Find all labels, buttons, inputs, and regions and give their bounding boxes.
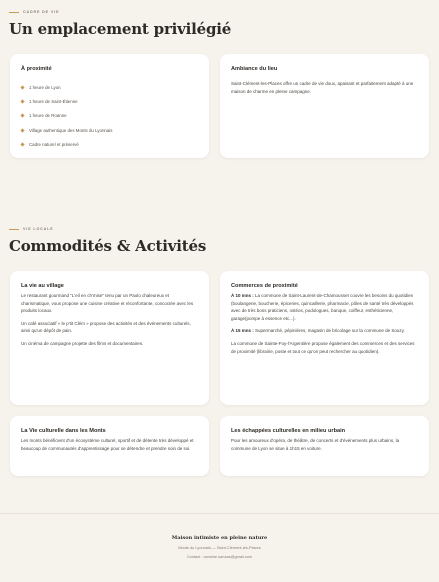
diamond-bullet-icon <box>20 128 24 132</box>
section-title-commodites: Commodités & Activités <box>9 237 207 255</box>
proximity-list <box>21 80 198 151</box>
footer <box>0 513 439 582</box>
list-item: 1 heure de Lyon <box>21 80 198 94</box>
eyebrow-label: CADRE DE VIE <box>23 10 60 14</box>
village-heading: La vie au village <box>21 283 64 289</box>
commerces-heading: Commerces de proximité <box>231 283 298 289</box>
culture-text: Les monts bénéficient d'un écosystème culturel, sportif et de détente très développé et beaucoup de communautés d'apprentissage pour se détendre et prendre soin de soi. <box>21 438 194 451</box>
commerces-text-2: À 15 mns : Supermarché, pépinières, magasin de bricolage sur la commune de Souzy. <box>231 328 405 334</box>
escapes-card <box>220 416 429 476</box>
commerces-text-1: À 10 mns : La commune de Saint-Laurent-de-Chamousset couvre les besoins du quotidien (boulangerie, boucherie, épiceries, quincaillerie, pharmacie, pôles de santé très développés avec de très bons praticiens, ostéos, podologues, banque, coiffeur, esthéticienne, garage(pompe à essence etc...). <box>231 293 414 321</box>
section-title-emplacement: Un emplacement privilégié <box>9 20 232 38</box>
proximity-heading: À proximité <box>21 66 52 72</box>
diamond-bullet-icon <box>20 85 24 89</box>
diamond-bullet-icon <box>20 142 24 146</box>
section-cadre-de-vie <box>0 10 439 38</box>
section-vie-locale <box>0 227 439 255</box>
eyebrow-label: VIE LOCALE <box>23 227 54 231</box>
escapes-heading: Les échappées culturelles en milieu urbain <box>231 428 346 434</box>
culture-heading: La Vie culturelle dans les Monts <box>21 428 106 434</box>
list-item: 1 heure de Roanne <box>21 109 198 123</box>
list-item: Village authentique des Monts du Lyonnais <box>21 123 198 137</box>
diamond-bullet-icon <box>20 114 24 118</box>
eyebrow-rule <box>9 229 19 230</box>
list-item: Cadre naturel et préservé <box>21 137 198 151</box>
culture-card <box>10 416 209 476</box>
village-card <box>10 271 209 405</box>
eyebrow-vie-locale <box>9 227 430 231</box>
commerces-text-3: La commune de Sainte-Foy-l'Argentière propose également des commerces et des services de proximité (librairie, poste et tout ce qu'on peut rechercher au quotidien). <box>231 340 415 354</box>
footer-location: Monts du Lyonnais — Saint-Clément-les-Places <box>178 545 261 550</box>
footer-contact-link[interactable]: Contact : caroline.sanzas@gmail.com <box>186 554 253 559</box>
ambiance-card <box>220 54 429 158</box>
commerces-card <box>220 271 429 405</box>
footer-title: Maison intimiste en pleine nature <box>171 535 268 541</box>
village-text-3: Un cinéma de campagne projette des films et documentaires. <box>21 340 144 346</box>
eyebrow-rule <box>9 12 19 13</box>
commerces-distance-10: À 10 mns : <box>231 293 254 298</box>
ambiance-heading: Ambiance du lieu <box>231 66 278 72</box>
village-text-2: Un café associatif « le p'tit Clém » propose des activités et des événements culturels, ainsi qu'un dépôt de pain. <box>21 320 191 334</box>
escapes-text: Pour les amoureux d'opéra, de théâtre, de concerts et d'événements plus urbains, la commune de Lyon se situe à 1h15 en voiture. <box>231 438 400 451</box>
ambiance-text: Saint-Clément-les-Places offre un cadre de vie doux, apaisant et parfaitement adapté à une maison de charme en pleine campagne. <box>231 81 414 94</box>
diamond-bullet-icon <box>20 99 24 103</box>
eyebrow-cadre-de-vie <box>9 10 430 14</box>
list-item: 1 heure de Saint-Étienne <box>21 94 198 108</box>
commerces-distance-15: À 15 mns : <box>231 328 254 334</box>
village-text-1: Le restaurant gourmand "L'eil en ch'mise" tenu par un Paolo chaleureux et charismatique, vous propose une cuisine créative et réconfortante, concoctée avec les produits locaux. <box>21 293 194 314</box>
proximity-card <box>10 54 209 158</box>
